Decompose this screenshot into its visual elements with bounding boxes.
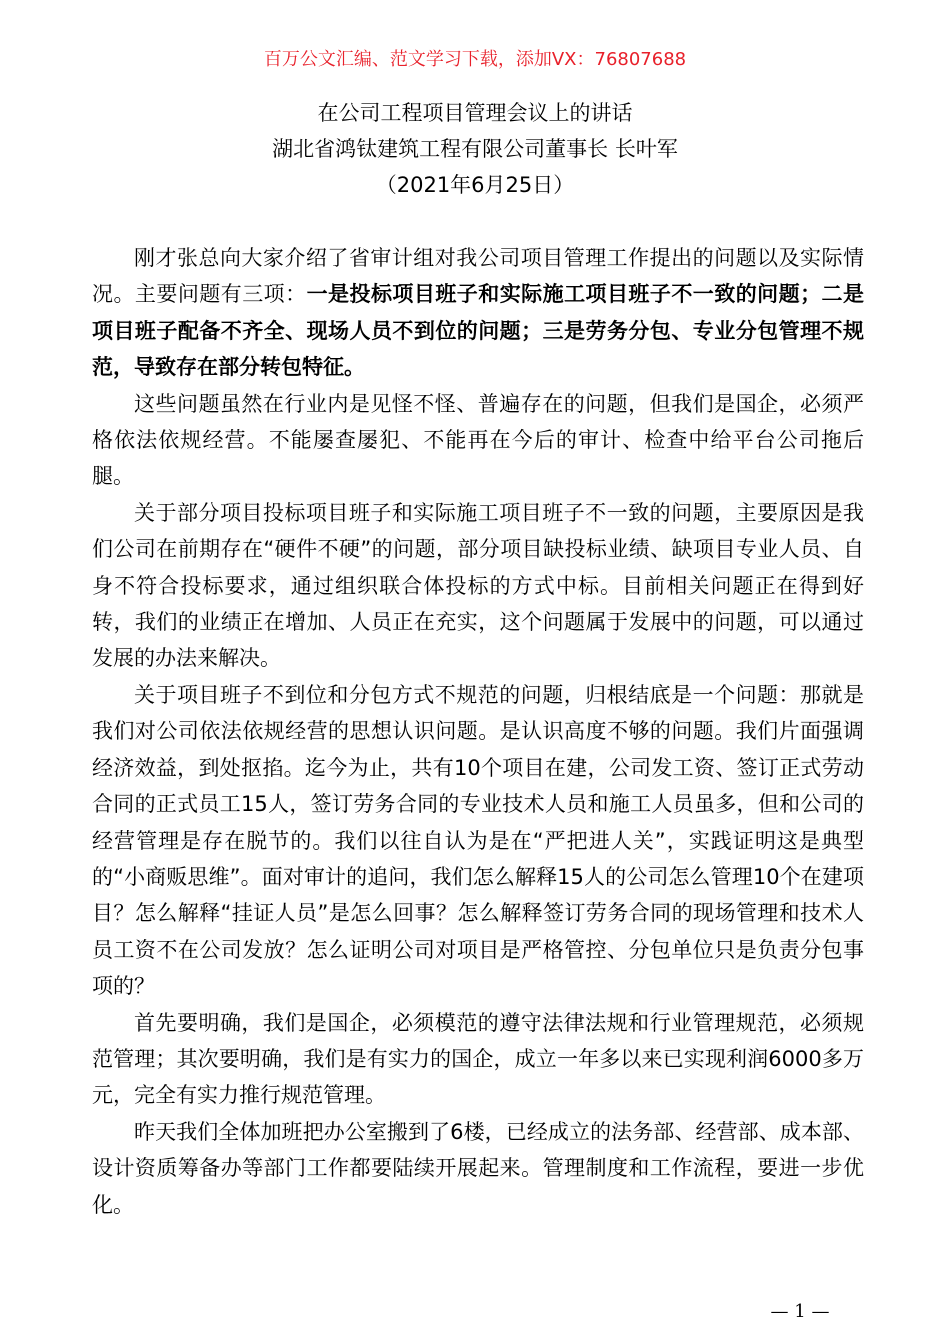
document-body [92,240,864,1223]
watermark-banner: 百万公文汇编、范文学习下载，添加VX：76807688 [263,49,687,70]
document-author: 湖北省鸿钛建筑工程有限公司董事长 长叶军 [272,137,678,161]
paragraph-4: 关于项目班子不到位和分包方式不规范的问题，归根结底是一个问题：那就是我们对公司依法依规经营的思想认识问题。是认识高度不够的问题。我们片面强调经济效益，到处抠掐。迄今为止，共有10个项目在建，公司发工资、签订正式劳动合同的正式员工15人，签订劳务合同的专业技术人员和施工人员虽多，但和公司的经营管理是存在脱节的。我们以往自认为是在“严把进人关”，实践证明这是典型的“小商贩思维”。面对审计的追问，我们怎么解释15人的公司怎么管理10个在建项目？怎么解释“挂证人员”是怎么回事？怎么解释签订劳务合同的现场管理和技术人员工资不在公司发放？怎么证明公司对项目是严格管控、分包单位只是负责分包事项的？ [92,682,864,999]
paragraph-1 [92,240,864,386]
document-date: （2021年6月25日） [375,173,575,197]
paragraph-6: 昨天我们全体加班把办公室搬到了6楼，已经成立的法务部、经营部、成本部、设计资质筹备办等部门工作都要陆续开展起来。管理制度和工作流程，要进一步优化。 [92,1119,864,1217]
paragraph-1-lead: 刚才张总向大家介绍了省审计组对我公司项目管理工作提出的问题以及实际情况。主要问题有三项： [92,246,864,307]
paragraph-5: 首先要明确，我们是国企，必须模范的遵守法律法规和行业管理规范，必须规范管理；其次要明确，我们是有实力的国企，成立一年多以来已实现利润6000多万元，完全有实力推行规范管理。 [92,1010,864,1108]
paragraph-1-key-issues: 一是投标项目班子和实际施工项目班子不一致的问题；二是项目班子配备不齐全、现场人员不到位的问题；三是劳务分包、专业分包管理不规范，导致存在部分转包特征。 [92,282,865,380]
paragraph-3: 关于部分项目投标项目班子和实际施工项目班子不一致的问题，主要原因是我们公司在前期存在“硬件不硬”的问题，部分项目缺投标业绩、缺项目专业人员、自身不符合投标要求，通过组织联合体投标的方式中标。目前相关问题正在得到好转，我们的业绩正在增加、人员正在充实，这个问题属于发展中的问题，可以通过发展的办法来解决。 [92,500,864,671]
paragraph-2: 这些问题虽然在行业内是见怪不怪、普遍存在的问题，但我们是国企，必须严格依法依规经营。不能屡查屡犯、不能再在今后的审计、检查中给平台公司拖后腿。 [92,391,864,489]
page-number: — 1 — [770,1301,830,1322]
document-title: 在公司工程项目管理会议上的讲话 [317,101,633,125]
